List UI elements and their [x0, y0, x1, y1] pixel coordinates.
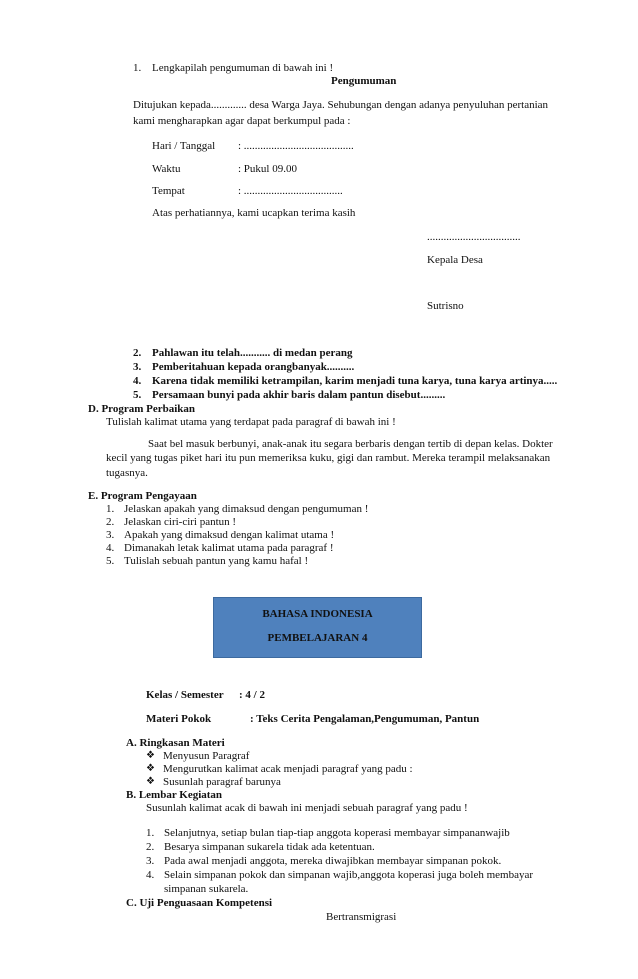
signature-name: Sutrisno [427, 300, 464, 312]
instruction-text: Tulislah kalimat utama yang terdapat pada paragraf di bawah ini ! [106, 416, 396, 428]
diamond-bullet-icon: ❖ [146, 776, 155, 787]
field-label: Waktu [152, 163, 181, 175]
list-item: Selain simpanan pokok dan simpanan wajib,anggota koperasi juga boleh membayar [164, 869, 534, 881]
section-heading-c: C. Uji Penguasaan Kompetensi [126, 897, 273, 909]
banner-subject: BAHASA INDONESIA [262, 608, 373, 620]
paragraph-line: Saat bel masuk berbunyi, anak-anak itu segara berbaris dengan tertib di depan kelas. Dokter [148, 438, 553, 450]
list-item: Pada awal menjadi anggota, mereka diwajibkan membayar simpanan pokok. [164, 855, 502, 867]
list-number: 3. [106, 529, 115, 541]
list-item-continuation: simpanan sukarela. [164, 883, 249, 895]
field-label: Hari / Tanggal [152, 140, 216, 152]
info-label: Materi Pokok [146, 713, 212, 725]
section-heading-a: A. Ringkasan Materi [126, 737, 225, 749]
story-title: Bertransmigrasi [326, 911, 397, 923]
list-item: Jelaskan apakah yang dimaksud dengan pengumuman ! [124, 503, 369, 515]
field-value: : Pukul 09.00 [238, 163, 297, 175]
diamond-bullet-icon: ❖ [146, 763, 155, 774]
field-label: Tempat [152, 185, 185, 197]
list-item: Jelaskan ciri-ciri pantun ! [124, 516, 237, 528]
question-text: Karena tidak memiliki ketrampilan, karim menjadi tuna karya, tuna karya artinya..... [152, 375, 558, 387]
list-item: Apakah yang dimaksud dengan kalimat utama ! [124, 529, 335, 541]
list-number: 1. [133, 62, 142, 74]
list-number: 4. [146, 869, 155, 881]
list-number: 3. [146, 855, 155, 867]
list-number: 2. [106, 516, 115, 528]
list-item: Selanjutnya, setiap bulan tiap-tiap anggota koperasi membayar simpananwajib [164, 827, 510, 839]
list-number: 5. [133, 389, 142, 401]
paragraph-line: kecil yang tugas piket hari itu pun memeriksa kuku, gigi dan rambut. Mereka terampil melaksanakan [106, 452, 551, 464]
section-heading-b: B. Lembar Kegiatan [126, 789, 223, 801]
banner-lesson: PEMBELAJARAN 4 [267, 632, 368, 644]
list-item: Besarya simpanan sukarela tidak ada ketentuan. [164, 841, 375, 853]
list-number: 5. [106, 555, 115, 567]
signature-line: .................................. [427, 231, 521, 243]
list-item: Menyusun Paragraf [163, 750, 250, 762]
info-value: : 4 / 2 [239, 689, 265, 701]
instruction-text: Lengkapilah pengumuman di bawah ini ! [152, 62, 334, 74]
question-text: Pahlawan itu telah........... di medan perang [152, 347, 353, 359]
closing-text: Atas perhatiannya, kami ucapkan terima kasih [152, 207, 356, 219]
list-number: 1. [106, 503, 115, 515]
info-value: : Teks Cerita Pengalaman,Pengumuman, Pantun [250, 713, 480, 725]
instruction-text: Susunlah kalimat acak di bawah ini menjadi sebuah paragraf yang padu ! [146, 802, 468, 814]
diamond-bullet-icon: ❖ [146, 750, 155, 761]
paragraph-line: tugasnya. [106, 467, 148, 479]
field-value: : .................................... [238, 185, 343, 197]
subject-banner [213, 597, 422, 658]
list-number: 1. [146, 827, 155, 839]
section-heading-e: E. Program Pengayaan [88, 490, 197, 502]
notice-body-line: kami mengharapkan agar dapat berkumpul pada : [133, 115, 351, 127]
list-item: Susunlah paragraf barunya [163, 776, 281, 788]
list-number: 4. [133, 375, 142, 387]
section-heading-d: D. Program Perbaikan [88, 403, 196, 415]
list-item: Tulislah sebuah pantun yang kamu hafal ! [124, 555, 309, 567]
question-text: Persamaan bunyi pada akhir baris dalam pantun disebut......... [152, 389, 446, 401]
question-text: Pemberitahuan kepada orangbanyak.......... [152, 361, 355, 373]
list-item: Dimanakah letak kalimat utama pada paragraf ! [124, 542, 334, 554]
list-number: 3. [133, 361, 142, 373]
info-label: Kelas / Semester [146, 689, 224, 701]
list-number: 2. [133, 347, 142, 359]
signature-title: Kepala Desa [427, 254, 483, 266]
list-item: Mengurutkan kalimat acak menjadi paragraf yang padu : [163, 763, 413, 775]
notice-body-line: Ditujukan kepada............. desa Warga Jaya. Sehubungan dengan adanya penyuluhan pertanian [133, 99, 549, 111]
notice-title: Pengumuman [331, 75, 397, 87]
list-number: 4. [106, 542, 115, 554]
list-number: 2. [146, 841, 155, 853]
field-value: : ........................................ [238, 140, 354, 152]
